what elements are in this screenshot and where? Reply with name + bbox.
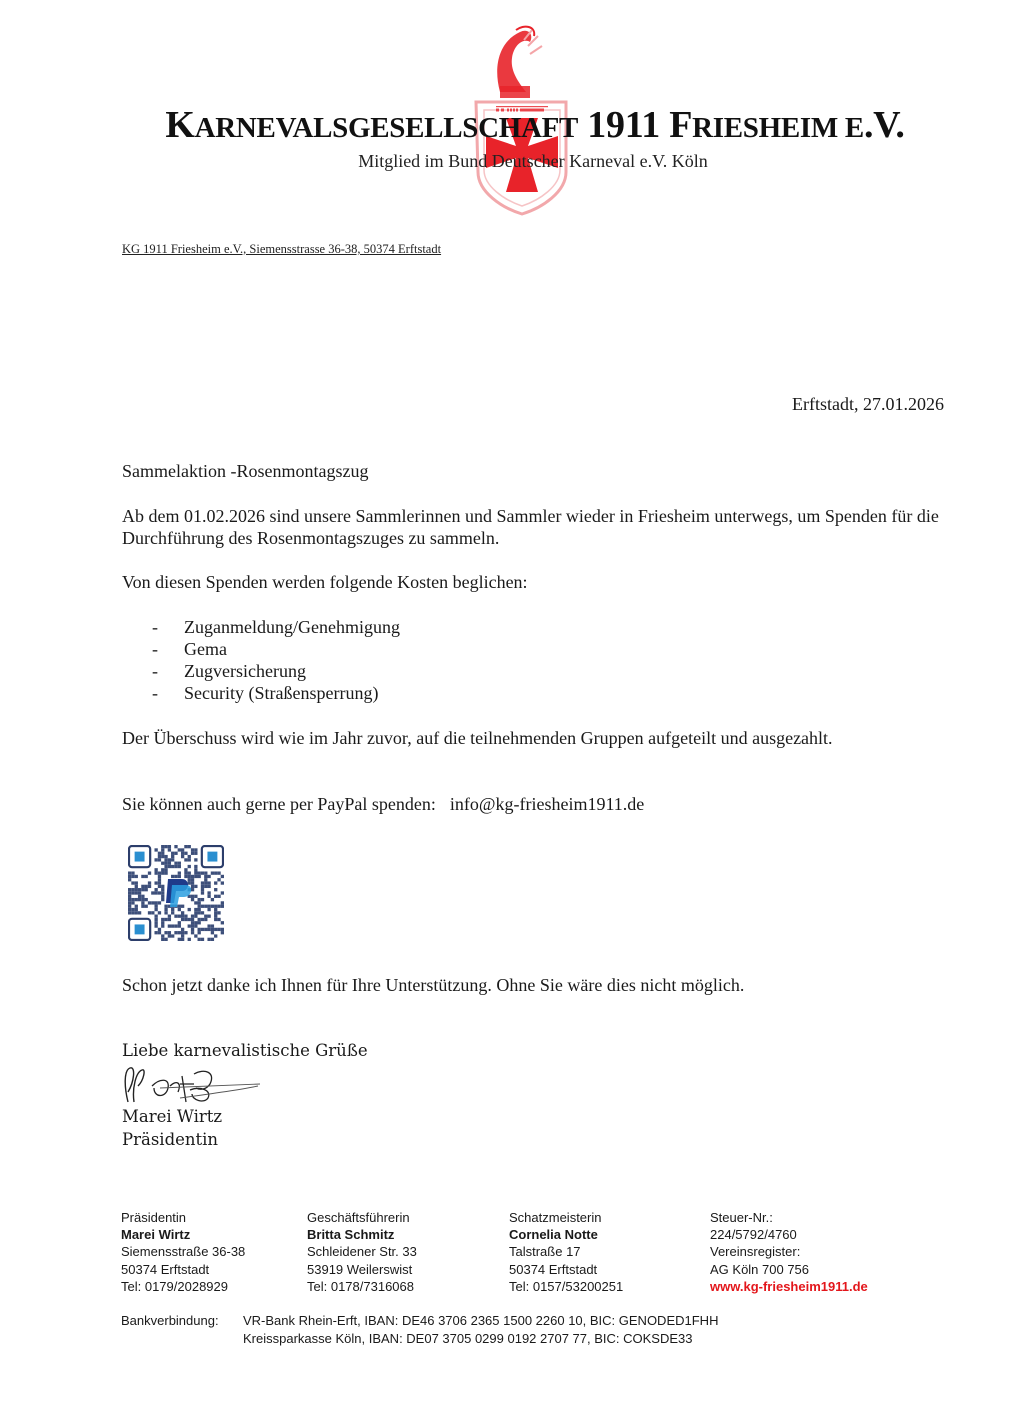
- list-item: [152, 660, 400, 682]
- bank-details: [243, 1312, 718, 1347]
- organization-name: [0, 103, 1024, 147]
- paragraph-thanks: Schon jetzt danke ich Ihnen für Ihre Unterstützung. Ohne Sie wäre dies nicht möglich.: [122, 975, 745, 995]
- signer-role: Präsidentin: [122, 1130, 219, 1149]
- contact-phone: Tel: 0178/7316068: [307, 1278, 414, 1294]
- cost-item-label: Security (Straßensperrung): [184, 683, 379, 703]
- contact-name: Marei Wirtz: [121, 1227, 191, 1243]
- cost-item-label: Zugversicherung: [184, 661, 306, 681]
- closing-greeting: Liebe karnevalistische Grüße: [122, 1041, 368, 1060]
- register-label: Vereinsregister:: [710, 1244, 801, 1260]
- bank-label: Bankverbindung:: [121, 1313, 219, 1328]
- tax-number: 224/5792/4760: [710, 1227, 797, 1243]
- org-name-initial: K: [165, 104, 195, 146]
- contact-role: Schatzmeisterin: [509, 1210, 602, 1225]
- paragraph-surplus: Der Überschuss wird wie im Jahr zuvor, auf die teilnehmenden Gruppen aufgeteilt und ausgezahlt.: [122, 728, 833, 748]
- bullet-dash: -: [152, 661, 158, 681]
- org-name-year: 1911: [578, 104, 670, 146]
- footer-legal: [710, 1209, 868, 1295]
- paypal-email-link[interactable]: info@kg-friesheim1911.de: [449, 794, 645, 814]
- contact-phone: Tel: 0179/2028929: [121, 1278, 228, 1294]
- handwritten-signature: [120, 1064, 262, 1108]
- contact-city: 50374 Erftstadt: [509, 1261, 598, 1277]
- contact-role: Geschäftsführerin: [307, 1210, 410, 1225]
- org-name-part1: ARNEVALSGESELLSCHAFT: [194, 112, 579, 144]
- cost-item-label: Zuganmeldung/Genehmigung: [184, 617, 400, 637]
- date-line: Erftstadt, 27.01.2026: [792, 394, 944, 414]
- list-item: [152, 682, 400, 704]
- contact-name: Cornelia Notte: [509, 1227, 598, 1243]
- contact-street: Siemensstraße 36-38: [121, 1244, 246, 1260]
- cost-item-label: Gema: [184, 639, 227, 659]
- cost-list: [152, 616, 400, 704]
- bullet-dash: -: [152, 683, 158, 703]
- list-item: [152, 638, 400, 660]
- contact-city: 50374 Erftstadt: [121, 1261, 210, 1277]
- signer-name: Marei Wirtz: [122, 1107, 223, 1126]
- bank-line-vr: VR-Bank Rhein-Erft, IBAN: DE46 3706 2365 1500 2260 10, BIC: GENODED1FHH: [243, 1313, 719, 1328]
- letter-subject: Sammelaktion -Rosenmontagszug: [122, 461, 369, 481]
- bullet-dash: -: [152, 639, 158, 659]
- footer-contact-manager: [307, 1209, 417, 1295]
- bank-line-ksk: Kreissparkasse Köln, IBAN: DE07 3705 0299 0192 2707 77, BIC: COKSDE33: [243, 1330, 693, 1346]
- website-link[interactable]: www.kg-friesheim1911.de: [710, 1278, 868, 1294]
- register-value: AG Köln 700 756: [710, 1261, 810, 1277]
- contact-phone: Tel: 0157/53200251: [509, 1278, 624, 1294]
- contact-name: Britta Schmitz: [307, 1227, 395, 1243]
- sender-address-line: KG 1911 Friesheim e.V., Siemensstrasse 36-38, 50374 Erftstadt: [122, 242, 442, 256]
- tax-label: Steuer-Nr.:: [710, 1210, 773, 1225]
- contact-street: Schleidener Str. 33: [307, 1244, 417, 1260]
- contact-city: 53919 Weilerswist: [307, 1261, 413, 1277]
- list-item: [152, 616, 400, 638]
- contact-role: Präsidentin: [121, 1210, 187, 1225]
- org-name-part2: RIESHEIM E: [692, 112, 864, 144]
- footer-contact-president: [121, 1209, 245, 1295]
- bullet-dash: -: [152, 617, 158, 637]
- paragraph-costs-intro: Von diesen Spenden werden folgende Kosten beglichen:: [122, 572, 528, 592]
- org-name-initial2: F: [669, 104, 693, 146]
- paragraph-intro: Ab dem 01.02.2026 sind unsere Sammlerinnen und Sammler wieder in Friesheim unterwegs, um Spenden für die Durchführung des Rosenmontagszuges zu sammeln.: [122, 506, 939, 548]
- org-name-suffix: .V.: [863, 104, 905, 146]
- membership-line: Mitglied im Bund Deutscher Karneval e.V. Köln: [358, 151, 708, 171]
- contact-street: Talstraße 17: [509, 1244, 581, 1260]
- paypal-text: Sie können auch gerne per PayPal spenden:: [122, 794, 436, 814]
- footer-contact-treasurer: [509, 1209, 623, 1295]
- paypal-qr-code-icon[interactable]: [128, 845, 224, 941]
- paypal-line: [122, 793, 644, 815]
